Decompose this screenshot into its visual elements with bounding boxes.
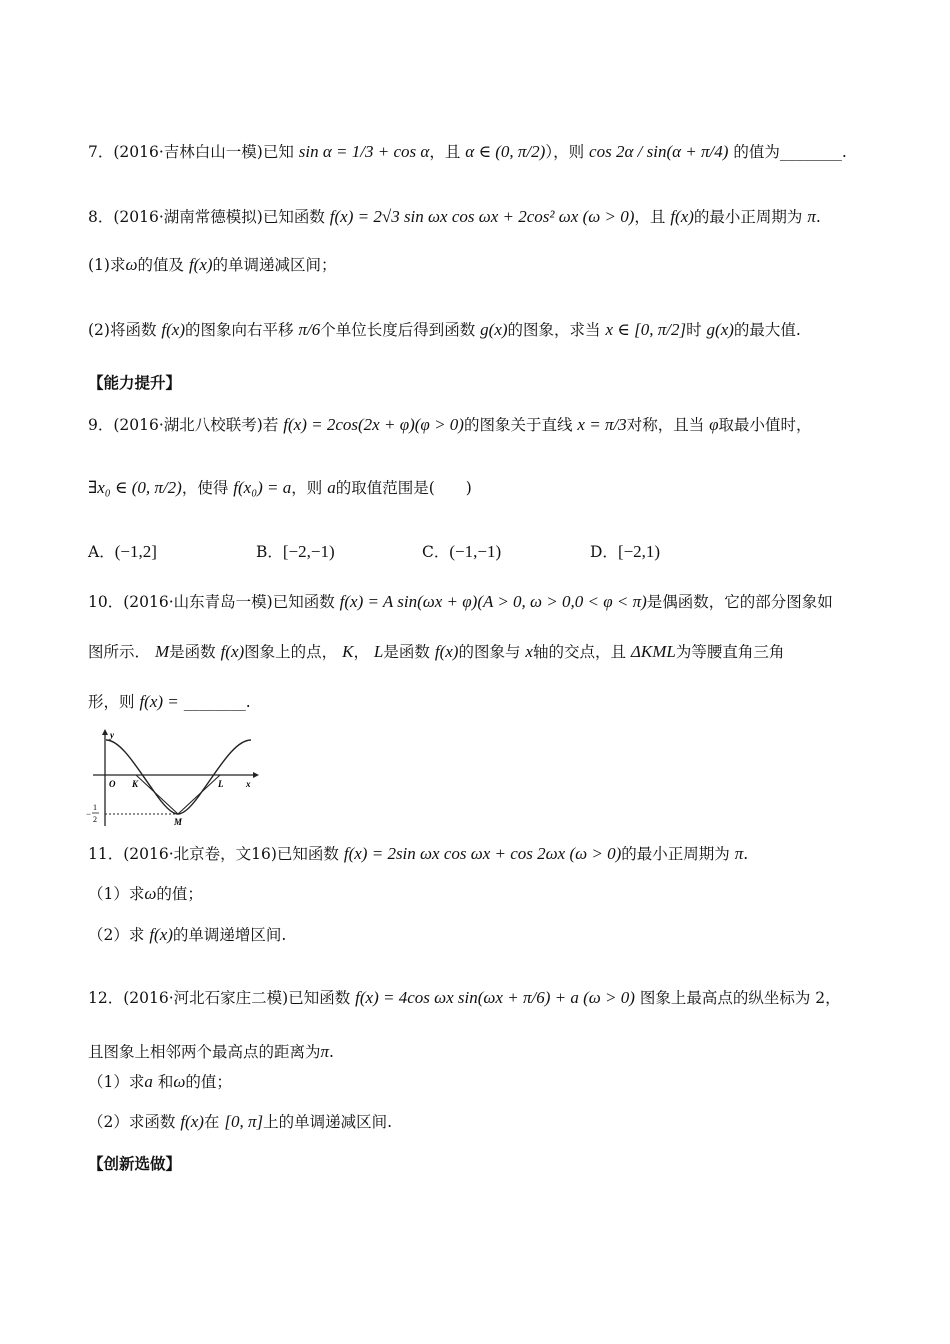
q9-number-source: 9．(2016·湖北八校联考) [88, 416, 263, 434]
cosine-curve [106, 740, 251, 814]
l-label: L [218, 779, 224, 789]
q7-math-expression: cos 2α / sin(α + π/4) [589, 142, 729, 161]
q8-math-function: f(x) = 2√3 sin ωx cos ωx + 2cos² ωx (ω > 0) [329, 207, 635, 226]
q10-line: 10．(2016·山东青岛一模)已知函数 f(x) = A sin(ωx + φ)(A > 0, ω > 0,0 < φ < π)是偶函数，它的部分图象如 [88, 592, 833, 611]
q7-math-interval: α ∈ (0, π/2) [465, 142, 546, 161]
y-axis-arrow [102, 729, 108, 735]
q7-math-condition: sin α = 1/3 + cos α [298, 142, 430, 161]
q10-graph [85, 728, 265, 828]
q12-line: 12．(2016·河北石家庄二模)已知函数 f(x) = 4cos ωx sin(ωx + π/6) + a (ω > 0) 图象上最高点的纵坐标为 2， [88, 988, 841, 1007]
q9-line2: ∃x₀ ∈ (0, π/2)，使得 f(x₀) = a，则 a的取值范围是( ) [88, 478, 472, 497]
q12-line2: 且图象上相邻两个最高点的距离为π. [88, 1042, 334, 1061]
q11-line: 11．(2016·北京卷，文16)已知函数 f(x) = 2sin ωx cos ωx + cos 2ωx (ω > 0)的最小正周期为 π. [88, 844, 749, 863]
q8-line: 8．(2016·湖南常德模拟)已知函数 f(x) = 2√3 sin ωx cos ωx + 2cos² ωx (ω > 0)，且 f(x)的最小正周期为 π. [88, 207, 821, 226]
q10-number-source: 10．(2016·山东青岛一模) [88, 593, 273, 611]
q9-line: 9．(2016·湖北八校联考)若 f(x) = 2cos(2x + φ)(φ > 0)的图象关于直线 x = π/3对称，且当 φ取最小值时， [88, 415, 812, 434]
section-ability-heading: 【能力提升】 [88, 373, 182, 392]
q12-part2: （2）求函数 f(x)在 [0, π]上的单调递减区间. [88, 1112, 393, 1131]
q9-option-c: C．(−1,−1) [422, 542, 502, 561]
half-numerator: 1 [93, 803, 97, 812]
q11-part2: （2）求 f(x)的单调递增区间. [88, 925, 287, 944]
section-innovation-heading: 【创新选做】 [88, 1154, 182, 1173]
x-axis-arrow [253, 772, 259, 778]
q9-option-d: D．[−2,1) [590, 542, 661, 561]
q12-number-source: 12．(2016·河北石家庄二模) [88, 989, 289, 1007]
q8-part2: (2)将函数 f(x)的图象向右平移 π/6个单位长度后得到函数 g(x)的图象，求当 x ∈ [0, π/2]时 g(x)的最大值. [88, 320, 801, 339]
q10-line3: 形，则 f(x) = ________. [88, 692, 251, 711]
q8-part1: (1)求ω的值及 f(x)的单调递减区间； [88, 255, 337, 274]
q7-line: 7．(2016·吉林白山一模)已知 sin α = 1/3 + cos α，且 α ∈ (0, π/2)），则 cos 2α / sin(α + π/4) 的值为________. [88, 142, 847, 161]
y-label: y [110, 730, 114, 740]
q10-line2: 图所示． M是函数 f(x)图象上的点， K， L是函数 f(x)的图象与 x轴的交点，且 ΔKML为等腰直角三角 [88, 642, 785, 661]
q8-number-source: 8．(2016·湖南常德模拟) [88, 208, 263, 226]
q12-part1: （1）求a 和ω的值； [88, 1072, 232, 1091]
neg-sign: − [86, 809, 92, 819]
k-label: K [132, 779, 139, 789]
origin-label: O [109, 779, 116, 789]
q11-number-source: 11．(2016·北京卷，文16) [88, 845, 277, 863]
half-denominator: 2 [93, 815, 97, 824]
q11-part1: （1）求ω的值； [88, 884, 203, 903]
triangle-kml [136, 775, 220, 814]
x-label: x [246, 779, 251, 789]
q7-number-source: 7．(2016·吉林白山一模) [88, 143, 263, 161]
q9-option-a: A．(−1,2] [88, 542, 157, 561]
q7-blank: 的值为________. [733, 143, 847, 161]
m-label: M [174, 817, 183, 827]
q9-option-b: B．[−2,−1) [256, 542, 335, 561]
